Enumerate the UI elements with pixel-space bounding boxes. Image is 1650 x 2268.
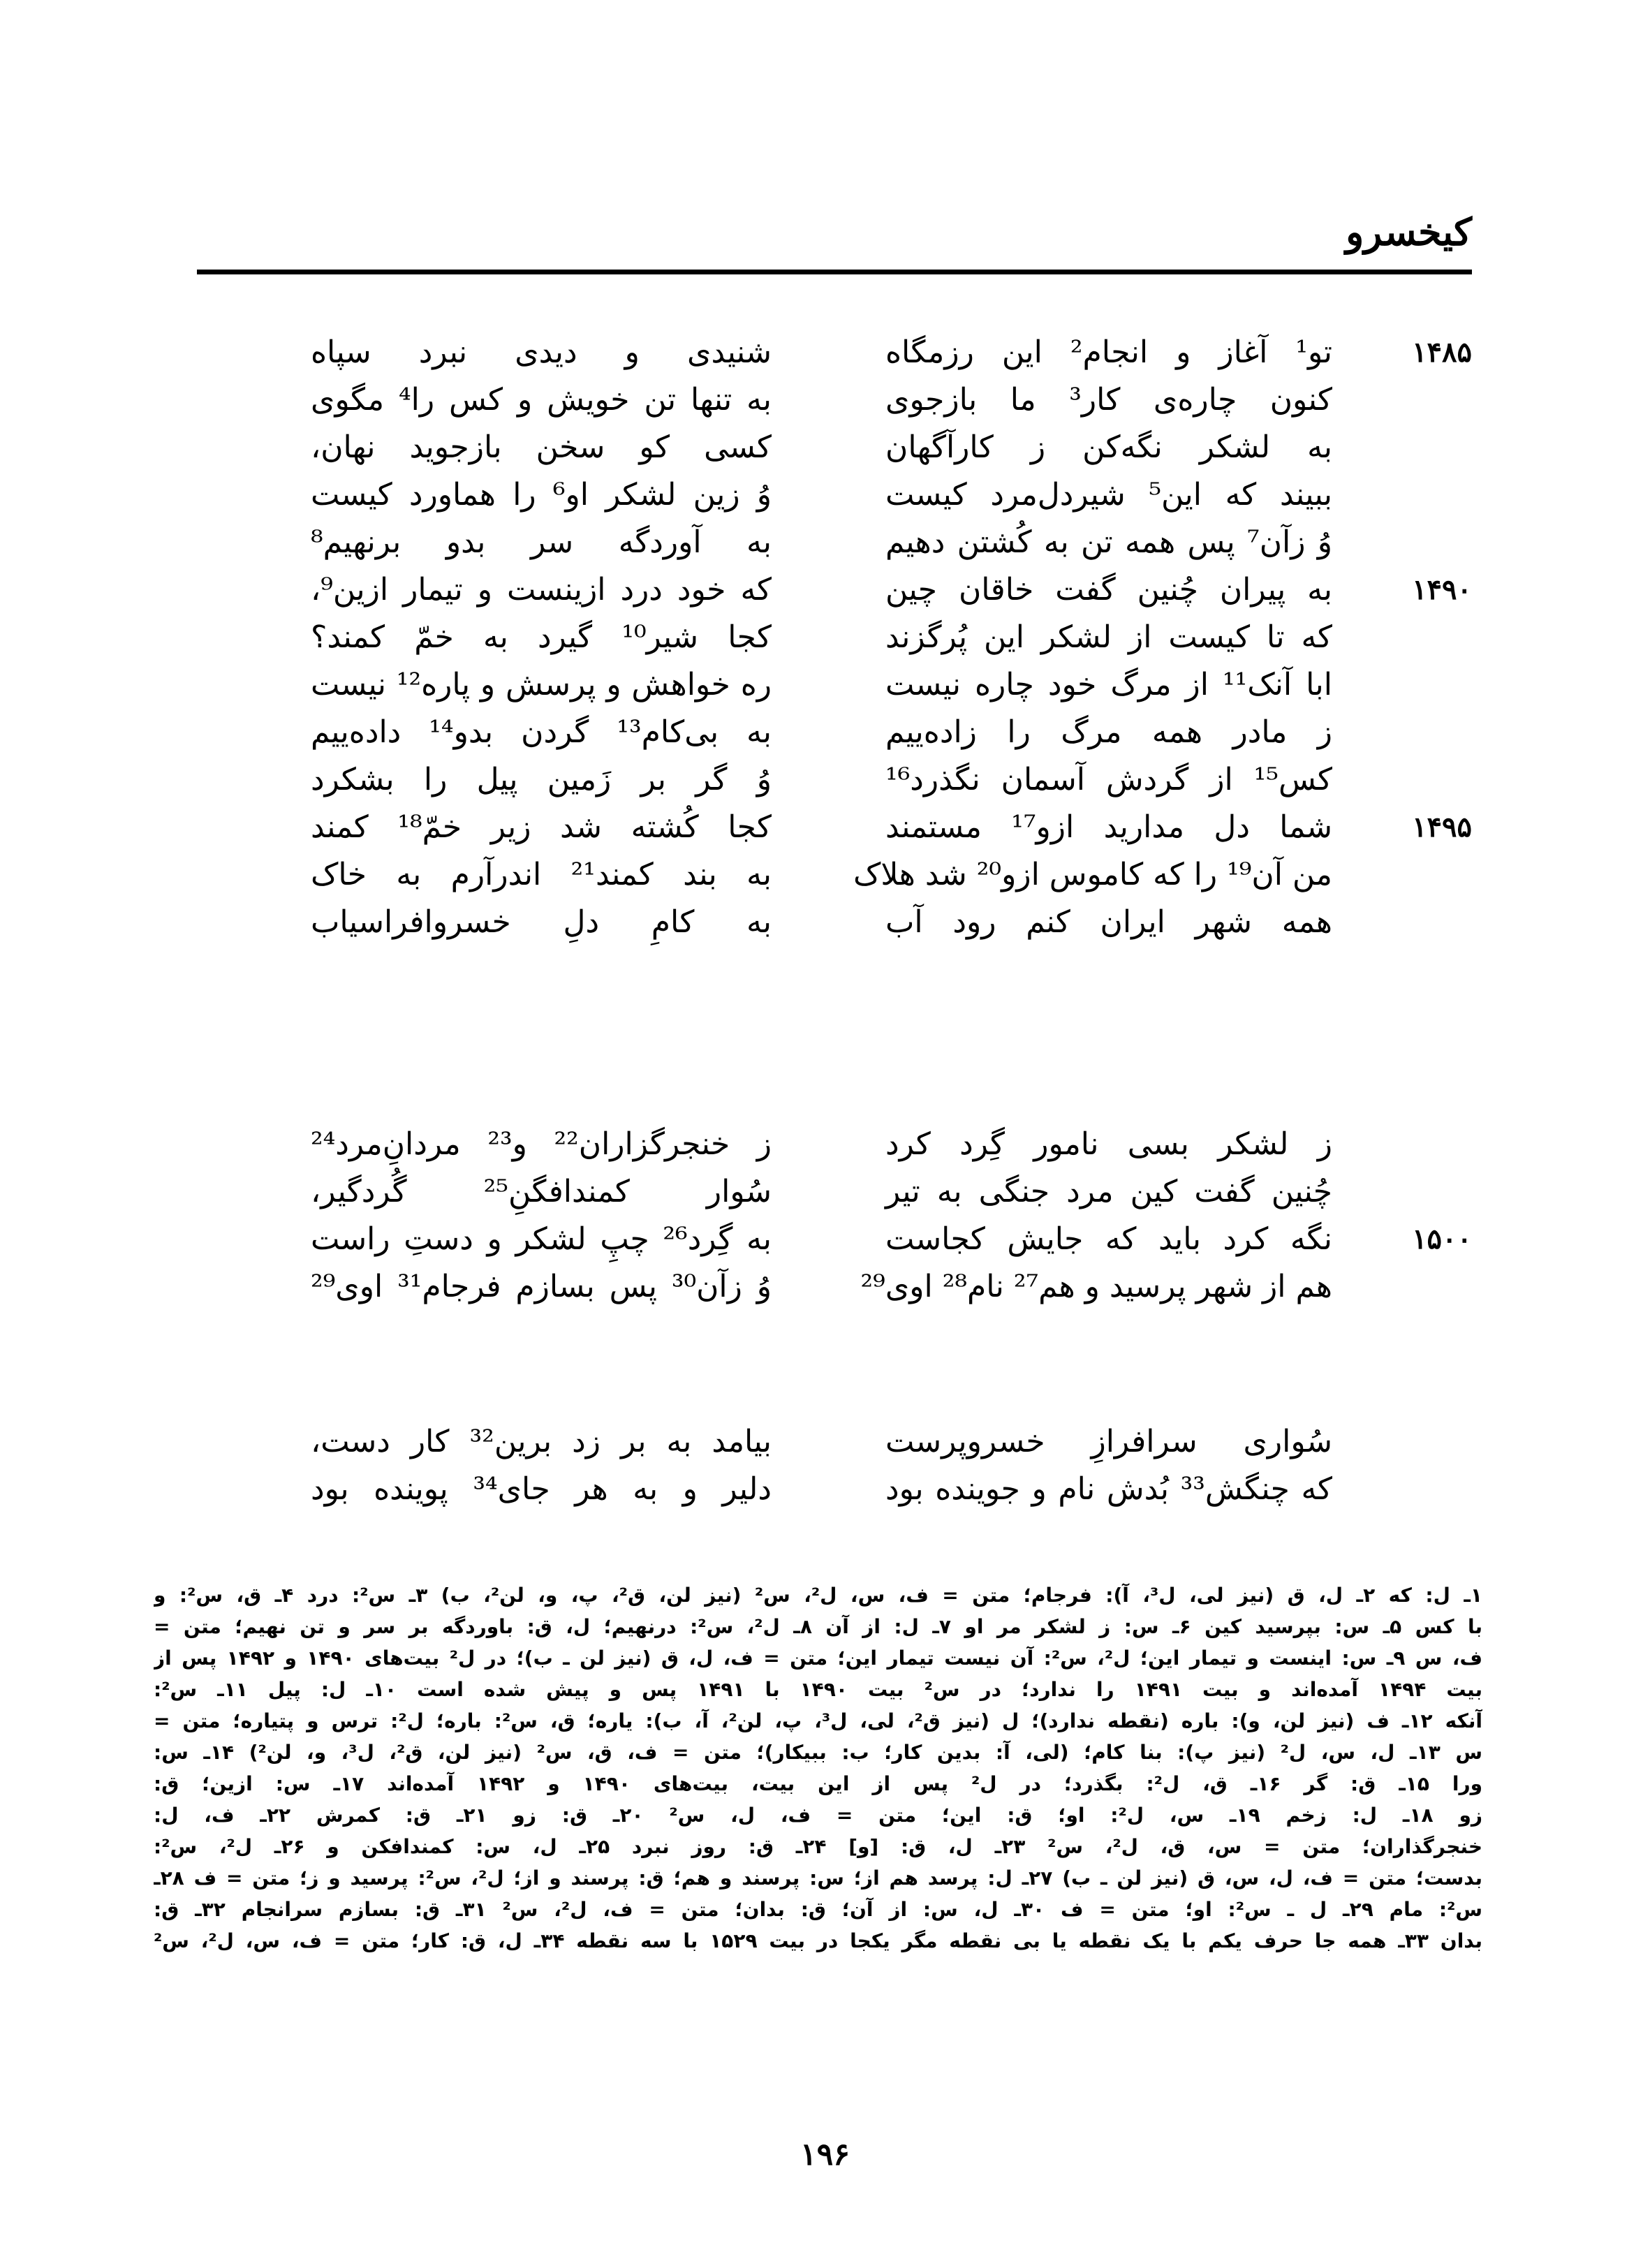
- first-hemistich: همه شهر ایران کنم رود آب: [885, 904, 1332, 940]
- second-hemistich: وُ گر بر زَمین پیل را بشکرد: [311, 762, 772, 797]
- first-hemistich: کس¹⁵ از گردش آسمان نگذرد¹⁶: [885, 762, 1332, 797]
- second-hemistich: به آوردگه سر بدو برنهیم⁸: [311, 524, 772, 560]
- verse-line: [0, 376, 1650, 425]
- first-hemistich: وُ زآن⁷ پس همه تن به کُشتن دهیم: [885, 524, 1332, 560]
- page-number: ۱۹۶: [800, 2137, 850, 2172]
- second-hemistich: بیامد به بر زد برین³² کار دست،: [311, 1424, 772, 1459]
- verse-line: [0, 756, 1650, 804]
- second-hemistich: ز خنجرگزاران²² و²³ مردانِ‌مرد²⁴: [311, 1126, 772, 1162]
- second-hemistich: کسی کو سخن بازجوید نهان،: [311, 429, 772, 465]
- second-hemistich: به بند کمند²¹ اندرآرم به خاک: [311, 857, 772, 892]
- verse-line: [0, 1168, 1650, 1216]
- verse-line: [0, 898, 1650, 947]
- footnote-line: خنجرگذاران؛ متن = س، ق، ل²، س² ۲۳ـ ل، ق: [و] ۲۴ـ ق: روز نبرد ۲۵ـ ل، س: کمندافکن و ۲۶ـ ل²، س²:: [154, 1835, 1482, 1858]
- first-hemistich: سُواری سرافرازِ خسروپرست: [885, 1424, 1332, 1459]
- footnote-line: بدان ۳۳ـ همه جا حرف یکم با یک نقطه یا بی نقطه مگر یکجا در بیت ۱۵۲۹ با سه نقطه ۳۴ـ ل، ق: کار؛ متن = ف، س، ل²، س²: [154, 1929, 1482, 1952]
- verse-line: [0, 1120, 1650, 1169]
- second-hemistich: ره خواهش و پرسش و پاره¹² نیست: [311, 667, 772, 702]
- footnote-line: ورا ۱۵ـ ق: گر ۱۶ـ ق، ل²: بگذرد؛ در ل² پس از این بیت، بیت‌های ۱۴۹۰ و ۱۴۹۲ آمده‌اند ۱۷ـ س: ازین؛ ق:: [154, 1772, 1482, 1795]
- verse-line: [0, 1465, 1650, 1514]
- verse-line: [0, 423, 1650, 472]
- verse-line: [0, 613, 1650, 662]
- second-hemistich: کجا شیر¹⁰ گیرد به خمّ کمند؟: [311, 619, 772, 655]
- header-rule: [197, 270, 1472, 274]
- first-hemistich: به پیران چُنین گفت خاقان چین: [885, 572, 1332, 608]
- verse-line: [0, 328, 1650, 377]
- first-hemistich: که تا کیست از لشکر این پُرگزند: [885, 619, 1332, 655]
- first-hemistich: به لشکر نگه‌کن ز کارآگهان: [885, 429, 1332, 465]
- first-hemistich: شما دل مدارید ازو¹⁷ مستمند: [885, 809, 1332, 845]
- second-hemistich: شنیدی و دیدی نبرد سپاه: [311, 334, 772, 370]
- footnote-line: آنکه ۱۲ـ ف (نیز لن، و): باره (نقطه ندارد)؛ ل (نیز ق²، لی، ل³، پ، لن²، آ، ب): یاره؛ ق، س²: باره؛ ل²: ترس و پتیاره؛ متن =: [154, 1709, 1482, 1732]
- second-hemistich: کجا کُشته شد زیر خمّ¹⁸ کمند: [311, 809, 772, 845]
- verse-line: [0, 471, 1650, 520]
- first-hemistich: ز مادر همه مرگ را زاده‌ییم: [885, 714, 1332, 750]
- footnote-line: س ۱۳ـ ل، س، ل² (نیز پ): بنا کام؛ (لی، آ: بدین کار؛ ب: ببیکار)؛ متن = ف، ق، س² (نیز لن، ق²، ل³، و، لن²) ۱۴ـ س:: [154, 1741, 1482, 1764]
- verse-number: ۱۴۸۵: [1412, 336, 1472, 369]
- verse-line: [0, 1262, 1650, 1311]
- first-hemistich: ببیند که این⁵ شیردل‌مرد کیست: [885, 477, 1332, 513]
- verse-line: [0, 1215, 1650, 1264]
- first-hemistich: چُنین گفت کین مرد جنگی به تیر: [885, 1174, 1332, 1209]
- verse-number: ۱۴۹۰: [1412, 573, 1472, 606]
- second-hemistich: وُ زآن³⁰ پس بسازم فرجام³¹ اوی²⁹: [311, 1269, 772, 1304]
- verse-line: [0, 1418, 1650, 1466]
- second-hemistich: که خود درد ازینست و تیمار ازین⁹،: [311, 572, 772, 608]
- first-hemistich: هم از شهر پرسید و هم²⁷ نام²⁸ اوی²⁹: [860, 1269, 1332, 1304]
- first-hemistich: تو¹ آغاز و انجام² این رزمگاه: [885, 334, 1332, 370]
- running-title: کیخسرو: [1346, 209, 1472, 254]
- first-hemistich: کنون چاره‌ی کار³ ما بازجوی: [885, 382, 1333, 418]
- footnote-line: بدست؛ متن = ف، ل، س، ق (نیز لن ـ ب) ۲۷ـ ل: پرسد هم از؛ س: پرسند و هم؛ ق: پرسند و از؛ ل²، س²: پرسید و ز؛ متن = ف ۲۸ـ: [154, 1866, 1482, 1890]
- footnote-line: ۱ـ ل: که ۲ـ ل، ق (نیز لی، ل³، آ): فرجام؛ متن = ف، س، ل²، س² (نیز لن، ق²، پ، و، لن²، ب) ۳ـ س²: درد ۴ـ ق، س²: و: [154, 1584, 1482, 1607]
- first-hemistich: من آن¹⁹ را که کاموس ازو²⁰ شد هلاک: [853, 857, 1332, 892]
- footnote-line: با کس ۵ـ س: بپرسید کین ۶ـ س: ز لشکر مر او ۷ـ ل: از آن ۸ـ ل²، س²: درنهیم؛ ل، ق: باوردگه بر سر و تن نهیم؛ متن =: [154, 1615, 1482, 1638]
- second-hemistich: به کامِ دلِ خسروافراسیاب: [311, 904, 772, 940]
- first-hemistich: که چنگش³³ بُدش نام و جوینده بود: [885, 1471, 1332, 1507]
- verse-number: ۱۵۰۰: [1412, 1223, 1472, 1256]
- second-hemistich: سُوار کمندافگنِ²⁵ گُردگیر،: [311, 1174, 772, 1209]
- footnotes: [154, 1580, 1482, 1957]
- second-hemistich: وُ زین لشکر او⁶ را هماورد کیست: [311, 477, 772, 513]
- verse-line: [0, 708, 1650, 757]
- first-hemistich: نگه کرد باید که جایش کجاست: [885, 1221, 1332, 1257]
- verse-line: [0, 850, 1650, 899]
- verse-number: ۱۴۹۵: [1412, 811, 1472, 844]
- first-hemistich: ز لشکر بسی نامور گِرد کرد: [885, 1126, 1332, 1162]
- footnote-line: بیت ۱۴۹۴ آمده‌اند و بیت ۱۴۹۱ را ندارد؛ در س² بیت ۱۴۹۰ با ۱۴۹۱ پس و پیش شده است ۱۰ـ ل: پیل ۱۱ـ س²:: [154, 1678, 1482, 1701]
- second-hemistich: به گِرد²⁶ چپِ لشکر و دستِ راست: [311, 1221, 772, 1257]
- first-hemistich: ابا آنک¹¹ از مرگ خود چاره نیست: [885, 667, 1333, 702]
- verse-line: [0, 661, 1650, 709]
- footnote-line: س²: مام ۲۹ـ ل ـ س²: او؛ متن = ف ۳۰ـ ل، س: از آن؛ ق: بدان؛ متن = ف، ل²، س² ۳۱ـ ق: بسازم سرانجام ۳۲ـ ق:: [154, 1898, 1482, 1921]
- footnote-line: زو ۱۸ـ ل: زخم ۱۹ـ س، ل²: او؛ ق: این؛ متن = ف، ل، س² ۲۰ـ ق: زو ۲۱ـ ق: کمرش ۲۲ـ ف، ل:: [154, 1804, 1482, 1827]
- second-hemistich: به تنها تن خویش و کس را⁴ مگوی: [311, 382, 772, 418]
- verse-line: [0, 566, 1650, 614]
- second-hemistich: به بی‌کام¹³ گردن بدو¹⁴ داده‌ییم: [311, 714, 772, 750]
- verse-line: [0, 803, 1650, 852]
- footnote-line: ف، س ۹ـ س: اینست و تیمار این؛ ل²، س²: آن نیست تیمار این؛ متن = ف، ل، ق (نیز لن ـ ب)؛ در ل² بیت‌های ۱۴۹۰ و ۱۴۹۲ پس از: [154, 1647, 1482, 1670]
- verse-line: [0, 518, 1650, 567]
- second-hemistich: دلیر و به هر جای³⁴ پوینده بود: [311, 1471, 772, 1507]
